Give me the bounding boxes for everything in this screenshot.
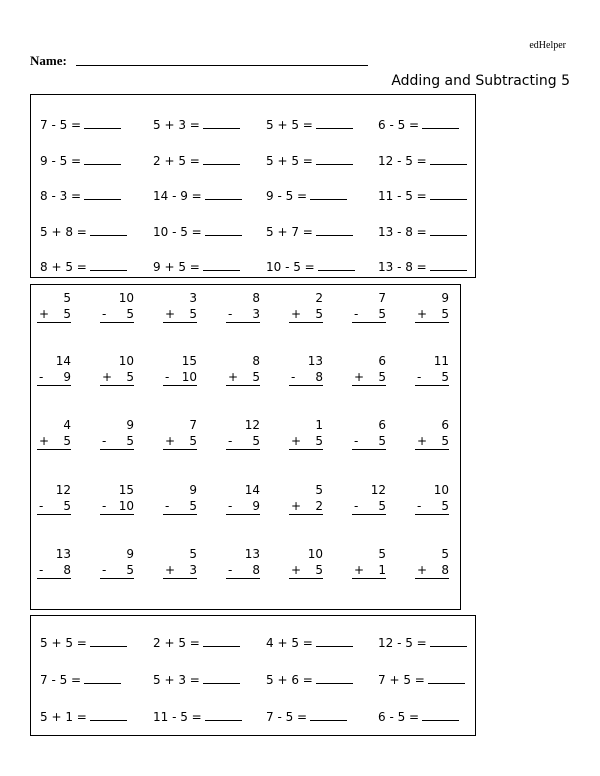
equation — [378, 707, 488, 727]
answer-blank[interactable] — [430, 187, 467, 200]
bottom-line — [415, 369, 449, 386]
equation — [40, 670, 150, 690]
equation-text: 7 - 5 = — [266, 710, 308, 724]
equation — [266, 151, 376, 171]
operator: - — [417, 370, 422, 384]
answer-blank[interactable] — [430, 152, 467, 165]
equation — [266, 670, 376, 690]
answer-blank[interactable] — [84, 671, 121, 684]
vertical-problem — [226, 417, 260, 450]
operator: - — [102, 434, 107, 448]
bottom-line — [352, 369, 386, 386]
equation-text: 10 - 5 = — [266, 260, 315, 274]
bottom-number: 8 — [252, 563, 260, 577]
operator: + — [291, 499, 302, 513]
bottom-line — [415, 562, 449, 579]
operator: - — [354, 434, 359, 448]
bottom-line — [226, 433, 260, 450]
bottom-number: 5 — [252, 370, 260, 384]
bottom-number: 2 — [315, 499, 323, 513]
answer-blank[interactable] — [316, 152, 353, 165]
top-number: 8 — [252, 291, 260, 305]
vertical-problem — [100, 546, 134, 579]
equation-text: 5 + 1 = — [40, 710, 87, 724]
problem-row — [31, 222, 475, 242]
bottom-number: 10 — [118, 499, 134, 513]
equation — [40, 633, 150, 653]
operator: - — [165, 370, 170, 384]
operator: - — [102, 499, 107, 513]
operator: + — [291, 307, 302, 321]
bottom-line — [289, 498, 323, 515]
equation — [40, 186, 150, 206]
equation — [153, 257, 263, 277]
operator: - — [228, 563, 233, 577]
bottom-line — [352, 433, 386, 450]
vertical-problem — [352, 417, 386, 450]
bottom-line — [415, 306, 449, 323]
equation-text: 9 - 5 = — [266, 189, 308, 203]
top-number: 15 — [118, 483, 134, 497]
bottom-number: 5 — [126, 370, 134, 384]
equation-text: 5 + 5 = — [266, 153, 313, 168]
operator: - — [102, 563, 107, 577]
bottom-number: 3 — [189, 563, 197, 577]
equation-text: 2 + 5 = — [153, 153, 200, 168]
top-number: 13 — [55, 547, 71, 561]
top-number: 15 — [181, 354, 197, 368]
equation — [40, 222, 150, 242]
bottom-number: 5 — [315, 563, 323, 577]
answer-blank[interactable] — [205, 187, 242, 200]
operator: - — [291, 370, 296, 384]
equation-text: 13 - 8 = — [378, 224, 427, 239]
bottom-number: 5 — [63, 307, 71, 321]
problem-row — [31, 633, 475, 653]
bottom-line — [352, 562, 386, 579]
answer-blank[interactable] — [316, 223, 353, 236]
problem-row — [31, 151, 475, 171]
vertical-problem — [415, 353, 449, 386]
answer-blank[interactable] — [430, 634, 467, 647]
top-number: 12 — [55, 483, 71, 497]
equation-text: 6 - 5 = — [378, 118, 420, 132]
operator: + — [39, 307, 50, 321]
top-number: 7 — [378, 291, 386, 305]
answer-blank[interactable] — [90, 634, 127, 647]
bottom-number: 5 — [441, 307, 449, 321]
top-number: 5 — [315, 483, 323, 497]
top-number: 9 — [126, 547, 134, 561]
vertical-problem — [226, 290, 260, 323]
bottom-line — [289, 306, 323, 323]
answer-blank[interactable] — [203, 152, 240, 165]
bottom-line — [163, 369, 197, 386]
equation — [378, 222, 488, 242]
vertical-problem — [415, 482, 449, 515]
operator: + — [165, 563, 176, 577]
equation — [153, 186, 263, 206]
vertical-problem — [415, 290, 449, 323]
operator: - — [165, 499, 170, 513]
bottom-number: 5 — [126, 434, 134, 448]
vertical-problem — [289, 353, 323, 386]
bottom-line — [37, 562, 71, 579]
vertical-problem — [100, 417, 134, 450]
answer-blank[interactable] — [422, 708, 459, 721]
bottom-number: 5 — [441, 434, 449, 448]
equation — [266, 186, 376, 206]
bottom-number: 5 — [315, 434, 323, 448]
vertical-problem — [37, 546, 71, 579]
answer-blank[interactable] — [90, 258, 127, 271]
horizontal-problems-box-bottom — [30, 615, 476, 736]
answer-blank[interactable] — [203, 671, 240, 684]
top-number: 9 — [441, 291, 449, 305]
operator: + — [39, 434, 50, 448]
horizontal-problems-box-top — [30, 94, 476, 278]
vertical-problem — [289, 417, 323, 450]
equation — [266, 633, 376, 653]
operator: + — [291, 434, 302, 448]
bottom-line — [37, 498, 71, 515]
top-number: 10 — [433, 483, 449, 497]
equation-text: 7 + 5 = — [378, 673, 425, 687]
bottom-line — [163, 498, 197, 515]
bottom-line — [163, 306, 197, 323]
bottom-line — [226, 562, 260, 579]
bottom-number: 8 — [63, 563, 71, 577]
bottom-line — [163, 433, 197, 450]
bottom-line — [289, 369, 323, 386]
equation — [40, 151, 150, 171]
bottom-number: 3 — [252, 307, 260, 321]
top-number: 10 — [118, 291, 134, 305]
top-number: 13 — [307, 354, 323, 368]
equation — [378, 151, 488, 171]
top-number: 3 — [189, 291, 197, 305]
vertical-problem — [37, 353, 71, 386]
answer-blank[interactable] — [310, 708, 347, 721]
equation — [266, 257, 376, 277]
vertical-problem — [352, 546, 386, 579]
top-number: 5 — [189, 547, 197, 561]
answer-blank[interactable] — [203, 116, 240, 129]
answer-blank[interactable] — [310, 187, 347, 200]
answer-blank[interactable] — [316, 671, 353, 684]
bottom-number: 5 — [126, 563, 134, 577]
answer-blank[interactable] — [203, 634, 240, 647]
problem-row — [31, 257, 475, 277]
top-number: 10 — [307, 547, 323, 561]
problem-row — [31, 186, 475, 206]
bottom-line — [100, 498, 134, 515]
operator: - — [228, 307, 233, 321]
operator: + — [354, 563, 365, 577]
bottom-number: 5 — [378, 434, 386, 448]
equation-text: 8 - 3 = — [40, 189, 82, 203]
bottom-line — [226, 369, 260, 386]
operator: - — [39, 499, 44, 513]
operator: - — [39, 370, 44, 384]
vertical-problem — [163, 353, 197, 386]
equation-text: 9 - 5 = — [40, 153, 82, 168]
bottom-line — [163, 562, 197, 579]
operator: + — [165, 307, 176, 321]
bottom-number: 5 — [63, 434, 71, 448]
equation — [153, 151, 263, 171]
bottom-number: 8 — [441, 563, 449, 577]
vertical-problem — [352, 353, 386, 386]
vertical-problem — [163, 417, 197, 450]
bottom-line — [100, 369, 134, 386]
vertical-problem — [352, 482, 386, 515]
equation — [40, 257, 150, 277]
bottom-number: 5 — [252, 434, 260, 448]
answer-blank[interactable] — [316, 116, 353, 129]
bottom-number: 5 — [315, 307, 323, 321]
equation — [153, 633, 263, 653]
vertical-problem — [100, 482, 134, 515]
brand-label: edHelper — [529, 40, 566, 51]
answer-blank[interactable] — [84, 152, 121, 165]
bottom-number: 5 — [189, 307, 197, 321]
equation — [378, 257, 488, 277]
answer-blank[interactable] — [205, 708, 242, 721]
bottom-line — [37, 369, 71, 386]
answer-blank[interactable] — [203, 258, 240, 271]
top-number: 5 — [441, 547, 449, 561]
operator: - — [417, 499, 422, 513]
operator: + — [228, 370, 239, 384]
top-number: 14 — [244, 483, 260, 497]
top-number: 12 — [244, 418, 260, 432]
top-number: 1 — [315, 418, 323, 432]
equation-text: 4 + 5 = — [266, 636, 313, 650]
vertical-problem — [163, 290, 197, 323]
bottom-number: 5 — [189, 434, 197, 448]
bottom-line — [226, 306, 260, 323]
answer-blank[interactable] — [205, 223, 242, 236]
answer-blank[interactable] — [422, 116, 459, 129]
top-number: 14 — [55, 354, 71, 368]
equation — [378, 186, 488, 206]
operator: + — [354, 370, 365, 384]
equation-text: 12 - 5 = — [378, 153, 427, 168]
answer-blank[interactable] — [430, 223, 467, 236]
equation — [153, 222, 263, 242]
vertical-problem — [289, 546, 323, 579]
equation-text: 9 + 5 = — [153, 260, 200, 274]
top-number: 7 — [189, 418, 197, 432]
answer-blank[interactable] — [84, 116, 121, 129]
vertical-problem — [37, 482, 71, 515]
bottom-number: 5 — [126, 307, 134, 321]
equation-text: 11 - 5 = — [378, 189, 427, 203]
top-number: 6 — [378, 418, 386, 432]
equation — [266, 222, 376, 242]
equation-text: 12 - 5 = — [378, 636, 427, 650]
equation — [378, 115, 488, 135]
vertical-problem — [163, 546, 197, 579]
bottom-line — [226, 498, 260, 515]
top-number: 12 — [370, 483, 386, 497]
bottom-number: 5 — [189, 499, 197, 513]
operator: - — [228, 434, 233, 448]
top-number: 5 — [63, 291, 71, 305]
bottom-line — [100, 562, 134, 579]
vertical-problem — [100, 353, 134, 386]
operator: + — [417, 563, 428, 577]
top-number: 4 — [63, 418, 71, 432]
equation-text: 10 - 5 = — [153, 224, 202, 239]
vertical-problem — [163, 482, 197, 515]
top-number: 10 — [118, 354, 134, 368]
vertical-problem — [37, 417, 71, 450]
bottom-line — [100, 433, 134, 450]
name-line — [76, 65, 368, 66]
bottom-number: 5 — [441, 499, 449, 513]
bottom-number: 1 — [378, 563, 386, 577]
top-number: 11 — [433, 354, 449, 368]
top-number: 9 — [189, 483, 197, 497]
vertical-problems-box — [30, 284, 461, 610]
equation-text: 2 + 5 = — [153, 636, 200, 650]
problem-row — [31, 670, 475, 690]
bottom-number: 5 — [441, 370, 449, 384]
equation — [266, 115, 376, 135]
bottom-line — [415, 498, 449, 515]
vertical-problem — [415, 417, 449, 450]
answer-blank[interactable] — [430, 258, 467, 271]
bottom-number: 9 — [252, 499, 260, 513]
answer-blank[interactable] — [316, 634, 353, 647]
equation-text: 5 + 6 = — [266, 673, 313, 687]
equation — [378, 670, 488, 690]
answer-blank[interactable] — [318, 258, 355, 271]
vertical-problem — [226, 353, 260, 386]
worksheet-title: Adding and Subtracting 5 — [391, 73, 570, 89]
operator: - — [39, 563, 44, 577]
problem-row — [31, 115, 475, 135]
top-number: 6 — [378, 354, 386, 368]
bottom-line — [37, 306, 71, 323]
equation — [153, 670, 263, 690]
bottom-line — [37, 433, 71, 450]
bottom-number: 5 — [378, 370, 386, 384]
problem-row — [31, 707, 475, 727]
answer-blank[interactable] — [90, 223, 127, 236]
equation — [378, 633, 488, 653]
answer-blank[interactable] — [90, 708, 127, 721]
equation-text: 7 - 5 = — [40, 118, 82, 132]
equation — [40, 115, 150, 135]
top-number: 13 — [244, 547, 260, 561]
equation-text: 5 + 3 = — [153, 673, 200, 687]
operator: - — [228, 499, 233, 513]
equation-text: 6 - 5 = — [378, 710, 420, 724]
equation-text: 5 + 3 = — [153, 118, 200, 132]
bottom-line — [100, 306, 134, 323]
top-number: 5 — [378, 547, 386, 561]
bottom-number: 5 — [378, 307, 386, 321]
equation-text: 5 + 5 = — [40, 636, 87, 650]
equation-text: 13 - 8 = — [378, 260, 427, 274]
top-number: 2 — [315, 291, 323, 305]
bottom-number: 8 — [315, 370, 323, 384]
equation-text: 14 - 9 = — [153, 189, 202, 203]
bottom-line — [415, 433, 449, 450]
vertical-problem — [352, 290, 386, 323]
top-number: 8 — [252, 354, 260, 368]
answer-blank[interactable] — [84, 187, 121, 200]
operator: + — [165, 434, 176, 448]
equation — [153, 707, 263, 727]
operator: - — [354, 499, 359, 513]
operator: + — [102, 370, 113, 384]
bottom-number: 5 — [63, 499, 71, 513]
equation-text: 11 - 5 = — [153, 710, 202, 724]
bottom-number: 9 — [63, 370, 71, 384]
vertical-problem — [289, 290, 323, 323]
bottom-number: 10 — [181, 370, 197, 384]
bottom-line — [352, 306, 386, 323]
bottom-line — [289, 562, 323, 579]
equation-text: 5 + 5 = — [266, 118, 313, 132]
equation-text: 5 + 7 = — [266, 224, 313, 239]
equation-text: 8 + 5 = — [40, 260, 87, 274]
bottom-line — [289, 433, 323, 450]
operator: + — [417, 307, 428, 321]
equation — [153, 115, 263, 135]
equation-text: 7 - 5 = — [40, 673, 82, 687]
top-number: 6 — [441, 418, 449, 432]
vertical-problem — [415, 546, 449, 579]
vertical-problem — [100, 290, 134, 323]
equation-text: 5 + 8 = — [40, 224, 87, 239]
bottom-line — [352, 498, 386, 515]
operator: - — [354, 307, 359, 321]
operator: + — [291, 563, 302, 577]
vertical-problem — [226, 482, 260, 515]
bottom-number: 5 — [378, 499, 386, 513]
vertical-problem — [37, 290, 71, 323]
name-label: Name: — [30, 53, 67, 68]
vertical-problem — [289, 482, 323, 515]
operator: + — [417, 434, 428, 448]
equation — [40, 707, 150, 727]
top-number: 9 — [126, 418, 134, 432]
answer-blank[interactable] — [428, 671, 465, 684]
operator: - — [102, 307, 107, 321]
vertical-problem — [226, 546, 260, 579]
equation — [266, 707, 376, 727]
